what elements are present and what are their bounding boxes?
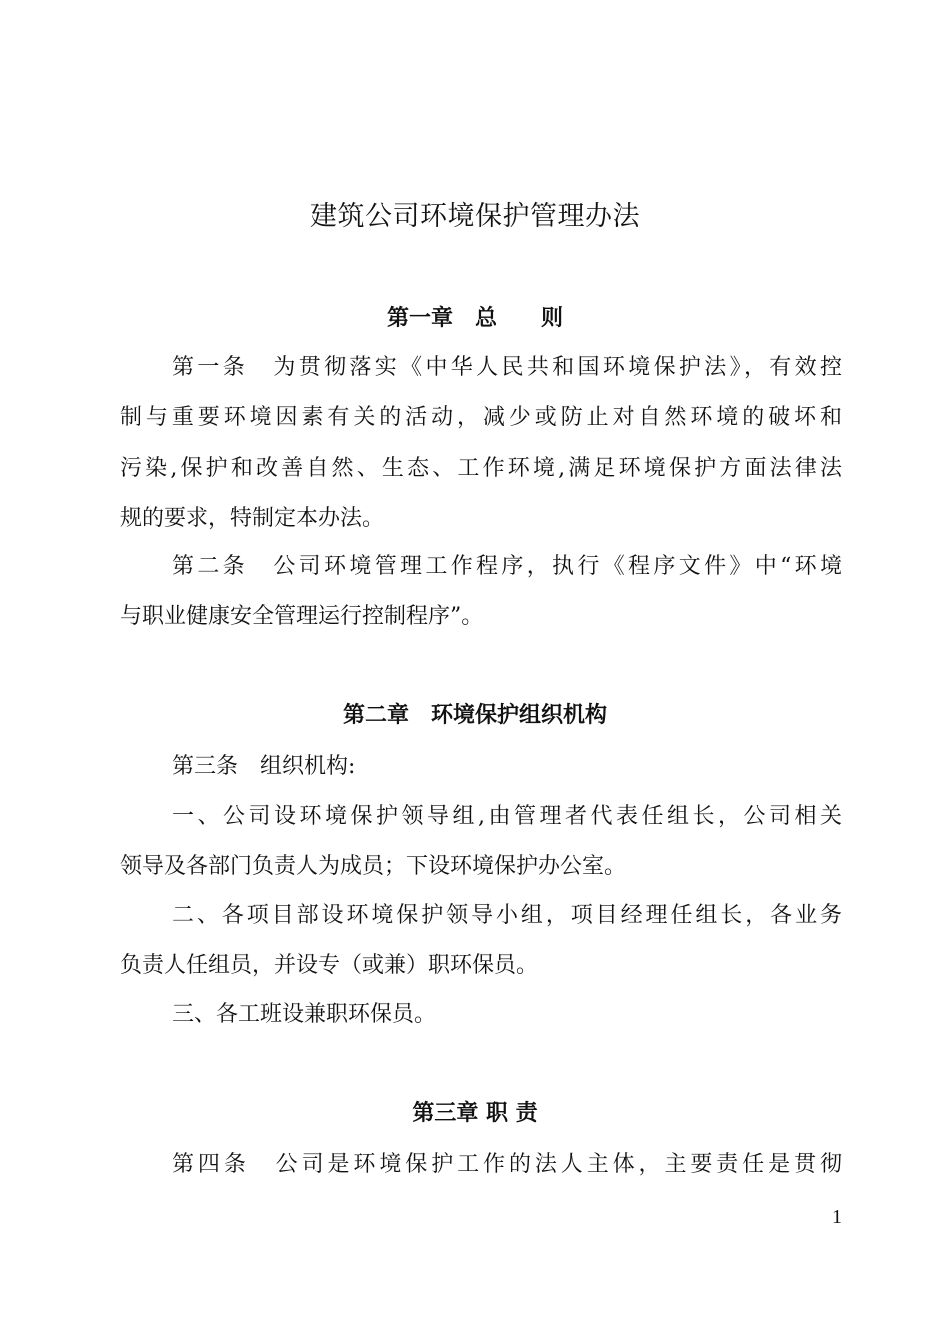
article-3-item-2-line-2: 负责人任组员，并设专（或兼）职环保员。 <box>120 953 539 978</box>
article-4-line-1: 第四条 公司是环境保护工作的法人主体，主要责任是贯彻 <box>172 1152 842 1177</box>
chapter-heading-1: 第一章 总 则 <box>386 306 563 331</box>
article-1-line-3: 污染,保护和改善自然、生态、工作环境,满足环境保护方面法律法 <box>120 456 842 481</box>
article-3-item-2-line-1: 二、各项目部设环境保护领导小组，项目经理任组长，各业务 <box>172 903 842 928</box>
chapter-heading-2: 第二章 环境保护组织机构 <box>342 703 607 728</box>
article-1-line-4: 规的要求，特制定本办法。 <box>120 506 385 531</box>
article-1-line-1: 第一条 为贯彻落实《中华人民共和国环境保护法》，有效控 <box>172 355 842 380</box>
chapter-heading-3: 第三章 职 责 <box>412 1101 538 1126</box>
article-3-line-1: 第三条 组织机构: <box>172 754 356 779</box>
article-3-item-3-line-1: 三、各工班设兼职环保员。 <box>172 1002 437 1027</box>
article-3-item-1-line-1: 一、公司设环境保护领导组,由管理者代表任组长，公司相关 <box>172 804 842 829</box>
article-2-line-2: 与职业健康安全管理运行控制程序”。 <box>120 604 484 629</box>
document-title: 建筑公司环境保护管理办法 <box>310 201 640 232</box>
article-2-line-1: 第二条 公司环境管理工作程序，执行《程序文件》中“环境 <box>172 554 842 579</box>
article-3-item-1-line-2: 领导及各部门负责人为成员；下设环境保护办公室。 <box>120 854 627 879</box>
article-1-line-2: 制与重要环境因素有关的活动，减少或防止对自然环境的破坏和 <box>120 405 842 430</box>
page-number: 1 <box>832 1206 842 1228</box>
